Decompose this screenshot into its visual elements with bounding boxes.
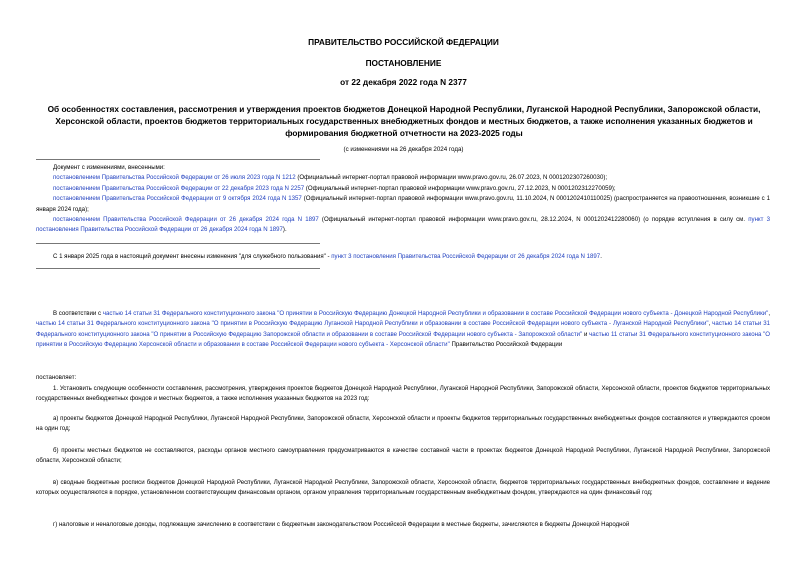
amendment-item — [36, 215, 770, 236]
divider — [36, 268, 320, 269]
amendment-details: (Официальный интернет-портал правовой информации www.pravo.gov.ru, 27.12.2023, N 0001202312270059); — [304, 184, 616, 192]
law-link[interactable]: частью 11 статьи 31 Федерального конституционного закона "О принятии в Российскую Федерацию Херсонской области и образовании в составе Российской Федерации нового субъекта - Херсонской области" — [36, 330, 770, 349]
amendment-link[interactable]: пункт 3 постановления Правительства Российской Федерации от 26 декабря 2024 года N 1897 — [36, 216, 770, 234]
paragraph-a — [36, 414, 770, 435]
paragraph-v-text: в) сводные бюджетные росписи бюджетов Донецкой Народной Республики, Луганской Народной Республики, Запорожской области, Херсонской области, бюджетов территориальных государственных внебюджетных фондов, составление и ведение которых осуществляются в порядке, установленном соответствующим финансовым органом, органом управления территориальным государственным внебюджетным фондом, утверждаются на один финансовый год; — [36, 479, 770, 497]
amendment-link[interactable]: постановлением Правительства Российской Федерации от 26 декабря 2024 года N 1897 — [53, 216, 319, 224]
amendment-item — [36, 184, 770, 194]
paragraph-b-text: б) проекты местных бюджетов не составляются, расходы органов местного самоуправления предусматриваются в качестве составной части в проектах бюджетов Донецкой Народной Республики, Луганской Народной Республики, Запорожской области, Херсонской области; — [36, 447, 770, 465]
amendment-details: (Официальный интернет-портал правовой информации www.pravo.gov.ru, 11.10.2024, N 0001202410110025) (распространяется на правоотношения, возникшие с 1 января 2024 года); — [36, 195, 770, 213]
document-title: Об особенностях составления, рассмотрения и утверждения проектов бюджетов Донецкой Народной Республики, Луганской Народной Республики, Запорожской области, Херсонской области, проектов бюджетов территориальных государственных внебюджетных фондов и местных бюджетов, а также исполнения указанных бюджетов и формирования бюджетной отчетности на 2023-2025 годы — [47, 104, 761, 138]
changes-date: (с изменениями на 26 декабря 2024 года) — [343, 146, 464, 153]
law-link[interactable]: частью 14 статьи 31 Федерального конституционного закона "О принятии в Российскую Федерацию Донецкой Народной Республики и образовании в составе Российской Федерации нового субъекта - Донецкой Народной Республики" — [102, 310, 769, 317]
note-block — [36, 252, 770, 262]
divider — [36, 159, 320, 160]
amendment-details: (Официальный интернет-портал правовой информации www.pravo.gov.ru, 28.12.2024, N 0001202412280060) (о порядке вступления в силу см. — [318, 216, 749, 224]
paragraph-g-text: г) налоговые и неналоговые доходы, подлежащие зачислению в соответствии с бюджетным законодательством Российской Федерации в местные бюджеты, зачисляются в бюджеты Донецкой Народной — [53, 521, 630, 528]
separator: и — [582, 330, 590, 338]
law-link[interactable]: частью 14 статьи 31 Федерального конституционного закона "О принятии в Российскую Федерацию Запорожской области и образовании в составе Российской Федерации нового субъекта - Запорожской области" — [36, 320, 770, 338]
note-text — [36, 252, 770, 262]
amendment-item — [36, 173, 770, 183]
paragraph-1 — [36, 384, 770, 405]
separator: , — [708, 320, 713, 328]
preamble-end: Правительство Российской Федерации — [449, 341, 563, 349]
paragraph-1-text: 1. Установить следующие особенности составления, рассмотрения, утверждения проектов бюджетов Донецкой Народной Республики, Луганской Народной Республики, Запорожской области, Херсонской области, проектов бюджетов территориальных государственных внебюджетных фондов и местных бюджетов, а также исполнения указанных бюджетов на 2023 год: — [36, 385, 770, 403]
paragraph-g — [36, 520, 770, 530]
amendment-details: (Официальный интернет-портал правовой информации www.pravo.gov.ru, 26.07.2023, N 0001202307260030); — [295, 174, 608, 182]
paragraph-b — [36, 446, 770, 467]
divider — [36, 243, 320, 244]
paragraph-a-text: а) проекты бюджетов Донецкой Народной Республики, Луганской Народной Республики, Запорожской области, Херсонской области и проекты бюджетов территориальных государственных внебюджетных фондов составляются и утверждаются сроком на один год; — [36, 415, 770, 433]
preamble-paragraph — [36, 309, 770, 351]
amendment-link[interactable]: постановлением Правительства Российской Федерации от 26 июля 2023 года N 1212 — [53, 174, 296, 182]
note-text-body: С 1 января 2025 года в настоящий документ внесены изменения "для служебного пользования" - — [53, 253, 332, 260]
note-link[interactable]: пункт 3 постановления Правительства Российской Федерации от 26 декабря 2024 года N 1897 — [331, 253, 601, 260]
government-heading: ПРАВИТЕЛЬСТВО РОССИЙСКОЙ ФЕДЕРАЦИИ — [308, 37, 499, 47]
law-link[interactable]: частью 14 статьи 31 Федерального конституционного закона "О принятии в Российскую Федерацию Луганской Народной Республики и образовании в составе Российской Федерации нового субъекта - Луганской Народной Республики" — [36, 320, 709, 328]
amendments-intro: Документ с изменениями, внесенными: — [53, 164, 165, 171]
decrees-label: постановляет: — [36, 374, 77, 381]
preamble — [36, 309, 770, 351]
amendment-link[interactable]: постановлением Правительства Российской Федерации от 9 октября 2024 года N 1357 — [53, 195, 302, 203]
document-date-number: от 22 декабря 2022 года N 2377 — [340, 77, 467, 87]
paragraph-v — [36, 478, 770, 499]
separator: , — [768, 310, 771, 317]
amendment-link[interactable]: постановлением Правительства Российской Федерации от 22 декабря 2023 года N 2257 — [53, 184, 305, 192]
amendments-block — [36, 163, 770, 236]
amendment-item — [36, 194, 770, 215]
preamble-start: В соответствии с — [53, 310, 103, 317]
document-type: ПОСТАНОВЛЕНИЕ — [365, 58, 442, 68]
note-tail: . — [600, 253, 602, 260]
amendment-details: ). — [282, 226, 287, 234]
